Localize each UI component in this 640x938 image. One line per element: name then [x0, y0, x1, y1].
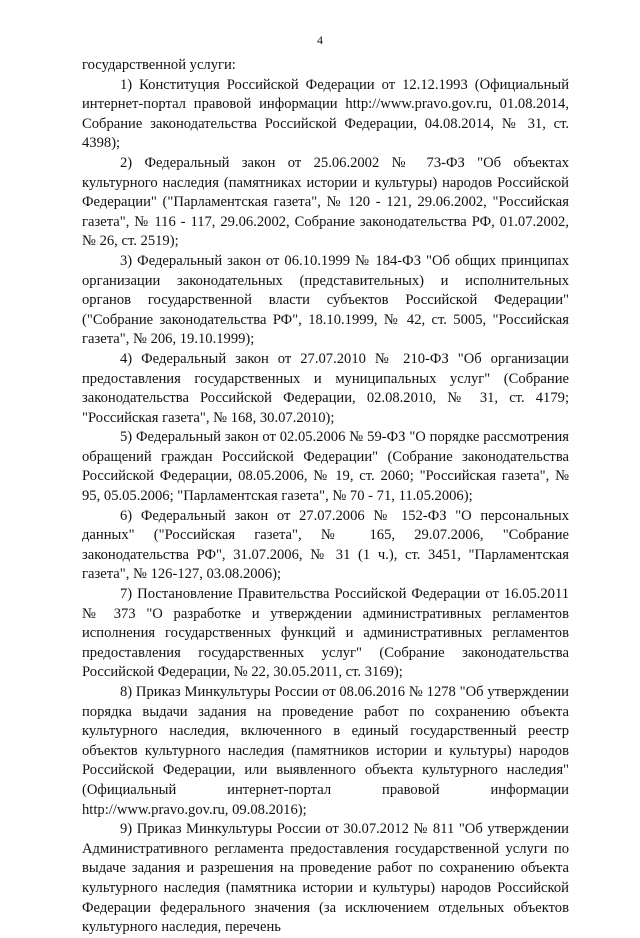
list-item-3: 3) Федеральный закон от 06.10.1999 № 184-ФЗ "Об общих принципах организации законодательных (представительных) и исполнительных органов государственной власти субъектов Российской Федерации" ("Собрание законодательства РФ", 18.10.1999, № 42, ст. 5005, "Российская газета", № 206, 19.10.1999);	[82, 252, 569, 348]
list-item-2: 2) Федеральный закон от 25.06.2002 № 73-ФЗ "Об объектах культурного наследия (памятниках истории и культуры) народов Российской Федерации" ("Парламентская газета", № 120 - 121, 29.06.2002, "Российская газета", № 116 - 117, 29.06.2002, Собрание законодательства РФ, 01.07.2002, № 26, ст. 2519);	[82, 154, 569, 250]
list-item-1: 1) Конституция Российской Федерации от 12.12.1993 (Официальный интернет-портал правовой информации http://www.pravo.gov.ru, 01.08.2014, Собрание законодательства Российской Федерации, 04.08.2014, № 31, ст. 4398);	[82, 76, 569, 152]
list-item-4: 4) Федеральный закон от 27.07.2010 № 210-ФЗ "Об организации предоставления государственных и муниципальных услуг" (Собрание законодательства Российской Федерации, 02.08.2010, № 31, ст. 4179; "Российская газета", № 168, 30.07.2010);	[82, 350, 569, 426]
list-item-9: 9) Приказ Минкультуры России от 30.07.2012 № 811 "Об утверждении Административного регламента предоставления государственной услуги по выдаче задания и разрешения на проведение работ по сохранению объекта культурного наследия (памятника истории и культуры) народов Российской Федерации федерального значения (за исключением отдельных объектов культурного наследия, перечень	[82, 821, 569, 936]
page-number: 4	[317, 33, 323, 47]
document-body	[82, 56, 569, 938]
list-item-7: 7) Постановление Правительства Российской Федерации от 16.05.2011 № 373 "О разработке и утверждении административных регламентов исполнения государственных функций и административных регламентов предоставления государственных услуг" (Собрание законодательства Российской Федерации, № 22, 30.05.2011, ст. 3169);	[82, 586, 569, 681]
list-item-6: 6) Федеральный закон от 27.07.2006 № 152-ФЗ "О персональных данных" ("Российская газета", № 165, 29.07.2006, "Собрание законодательства РФ", 31.07.2006, № 31 (1 ч.), ст. 3451, "Парламентская газета", № 126-127, 03.08.2006);	[82, 507, 569, 583]
intro-line: государственной услуги:	[82, 57, 236, 73]
list-item-8: 8) Приказ Минкультуры России от 08.06.2016 № 1278 "Об утверждении порядка выдачи задания на проведение работ по сохранению объекта культурного наследия, включенного в единый государственный реестр объектов культурного наследия (памятников истории и культуры) народов Российской Федерации, или выявленного объекта культурного наследия" (Официальный интернет-портал правовой информации http://www.pravo.gov.ru, 09.08.2016);	[82, 684, 569, 818]
list-item-5: 5) Федеральный закон от 02.05.2006 № 59-ФЗ "О порядке рассмотрения обращений граждан Российской Федерации" (Собрание законодательства Российской Федерации, 08.05.2006, № 19, ст. 2060; "Российская газета", № 95, 05.05.2006; "Парламентская газета", № 70 - 71, 11.05.2006);	[82, 429, 569, 505]
